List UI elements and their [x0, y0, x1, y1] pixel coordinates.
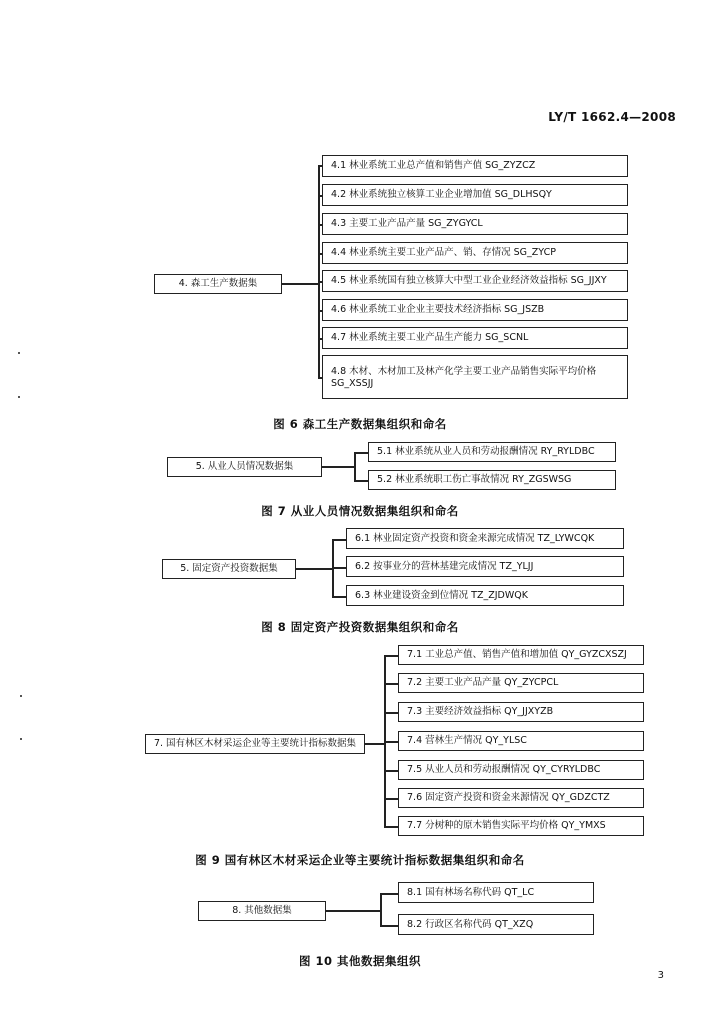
fig9-branch [384, 798, 398, 800]
fig8-branch [332, 567, 346, 569]
scan-speck [20, 695, 22, 697]
fig9-item: 7.4 营林生产情况 QY_YLSC [398, 731, 644, 751]
fig8-item: 6.3 林业建设资金到位情况 TZ_ZJDWQK [346, 585, 624, 606]
fig10-caption: 图 10 其他数据集组织 [298, 954, 421, 968]
fig10-branch [380, 893, 398, 895]
fig7-branch [354, 452, 368, 454]
fig7-caption: 图 7 从业人员情况数据集组织和命名 [261, 504, 459, 518]
fig10-root-box: 8. 其他数据集 [198, 901, 326, 921]
fig9-branch [384, 712, 398, 714]
scan-speck [20, 738, 22, 740]
fig8-branch [332, 539, 346, 541]
fig7-item: 5.2 林业系统职工伤亡事故情况 RY_ZGSWSG [368, 470, 616, 490]
fig9-item: 7.6 固定资产投资和资金来源情况 QY_GDZCTZ [398, 788, 644, 808]
fig8-item: 6.1 林业固定资产投资和资金来源完成情况 TZ_LYWCQK [346, 528, 624, 549]
fig6-item: 4.8 木材、木材加工及林产化学主要工业产品销售实际平均价格 SG_XSSJJ [322, 355, 628, 399]
fig6-root-connector [282, 283, 318, 285]
page-number: 3 [657, 970, 664, 981]
fig9-item: 7.1 工业总产值、销售产值和增加值 QY_GYZCXSZJ [398, 645, 644, 665]
fig6-item: 4.3 主要工业产品产量 SG_ZYGYCL [322, 213, 628, 235]
fig8-root-connector [296, 568, 332, 570]
fig9-branch [384, 770, 398, 772]
fig9-root-box: 7. 国有林区木材采运企业等主要统计指标数据集 [145, 734, 365, 754]
fig6-caption: 图 6 森工生产数据集组织和命名 [273, 417, 447, 431]
fig8-caption: 图 8 固定资产投资数据集组织和命名 [261, 620, 459, 634]
scan-speck [18, 396, 20, 398]
fig7-item: 5.1 林业系统从业人员和劳动报酬情况 RY_RYLDBC [368, 442, 616, 462]
fig9-item: 7.5 从业人员和劳动报酬情况 QY_CYRYLDBC [398, 760, 644, 780]
fig6-item: 4.2 林业系统独立核算工业企业增加值 SG_DLHSQY [322, 184, 628, 206]
fig10-trunk [380, 893, 382, 925]
fig9-branch [384, 655, 398, 657]
fig8-root-box: 5. 固定资产投资数据集 [162, 559, 296, 579]
fig10-branch [380, 925, 398, 927]
fig9-item: 7.7 分树种的原木销售实际平均价格 QY_YMXS [398, 816, 644, 836]
standard-number: LY/T 1662.4—2008 [548, 110, 676, 124]
fig7-branch [354, 480, 368, 482]
fig7-root-box: 5. 从业人员情况数据集 [167, 457, 322, 477]
fig7-root-connector [322, 466, 354, 468]
fig6-trunk [318, 165, 320, 378]
fig6-item: 4.6 林业系统工业企业主要技术经济指标 SG_JSZB [322, 299, 628, 321]
fig9-item: 7.3 主要经济效益指标 QY_JJXYZB [398, 702, 644, 722]
fig9-caption: 图 9 国有林区木材采运企业等主要统计指标数据集组织和命名 [195, 853, 525, 867]
fig8-branch [332, 596, 346, 598]
scan-speck [18, 352, 20, 354]
fig10-item: 8.2 行政区名称代码 QT_XZQ [398, 914, 594, 935]
fig6-item: 4.1 林业系统工业总产值和销售产值 SG_ZYZCZ [322, 155, 628, 177]
fig10-root-connector [326, 910, 380, 912]
fig9-branch [384, 826, 398, 828]
fig9-root-connector [365, 743, 384, 745]
fig6-item: 4.5 林业系统国有独立核算大中型工业企业经济效益指标 SG_JJXY [322, 270, 628, 292]
fig9-item: 7.2 主要工业产品产量 QY_ZYCPCL [398, 673, 644, 693]
fig9-branch [384, 741, 398, 743]
fig6-item: 4.7 林业系统主要工业产品生产能力 SG_SCNL [322, 327, 628, 349]
fig8-item: 6.2 按事业分的营林基建完成情况 TZ_YLJJ [346, 556, 624, 577]
fig6-item: 4.4 林业系统主要工业产品产、销、存情况 SG_ZYCP [322, 242, 628, 264]
fig6-root-box: 4. 森工生产数据集 [154, 274, 282, 294]
fig7-trunk [354, 452, 356, 480]
fig10-item: 8.1 国有林场名称代码 QT_LC [398, 882, 594, 903]
fig9-branch [384, 683, 398, 685]
